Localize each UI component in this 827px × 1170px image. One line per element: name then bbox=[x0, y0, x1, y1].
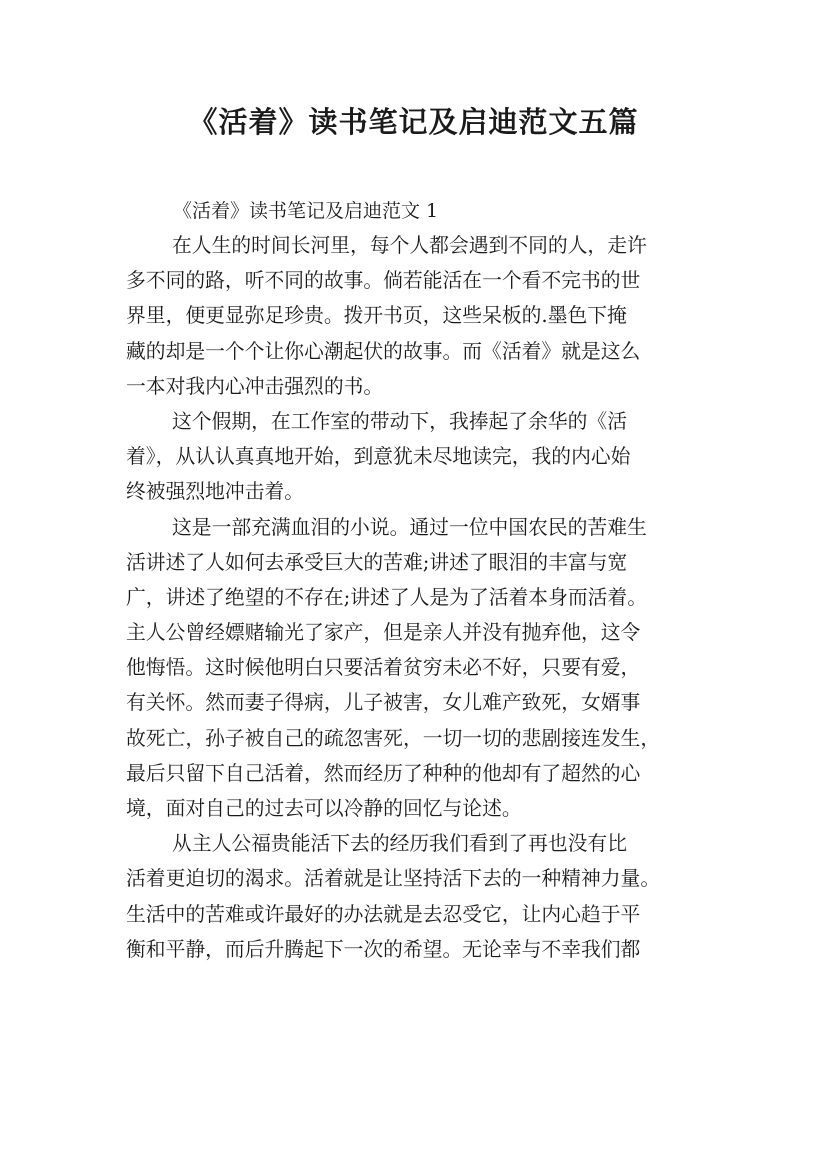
paragraph bbox=[126, 510, 710, 827]
text-line: 终被强烈地冲击着。 bbox=[126, 480, 305, 504]
document-title: 《活着》读书笔记及启迪范文五篇 bbox=[188, 105, 639, 139]
text-line: 生活中的苦难或许最好的办法就是去忍受它，让内心趋于平 bbox=[126, 902, 641, 926]
text-line: 境，面对自己的过去可以冷静的回忆与论述。 bbox=[126, 797, 522, 820]
paragraph bbox=[126, 404, 710, 510]
text-line: 界里，便更显弥足珍贵。拨开书页，这些呆板的.墨色下掩 bbox=[126, 304, 627, 328]
text-line: 藏的却是一个个让你心潮起伏的故事。而《活着》就是这么 bbox=[126, 339, 641, 363]
section-heading: 《活着》读书笔记及启迪范文 1 bbox=[173, 200, 439, 222]
text-line: 有关怀。然而妻子得病，儿子被害，女儿难产致死，女婿事 bbox=[126, 691, 641, 715]
text-line: 多不同的路，听不同的故事。倘若能活在一个看不完书的世 bbox=[126, 269, 641, 293]
text-line: 主人公曾经嫖赌输光了家产，但是亲人并没有抛弃他，这令 bbox=[126, 621, 641, 645]
text-line: 故死亡，孙子被自己的疏忽害死，一切一切的悲剧接连发生， bbox=[126, 726, 661, 750]
text-line: 着》，从认认真真地开始，到意犹未尽地读完，我的内心始 bbox=[126, 445, 631, 469]
paragraph bbox=[126, 826, 710, 967]
document-body bbox=[126, 228, 710, 967]
text-line: 在人生的时间长河里，每个人都会遇到不同的人，走许 bbox=[172, 234, 647, 257]
text-line: 这是一部充满血泪的小说。通过一位中国农民的苦难生 bbox=[172, 515, 647, 539]
text-line: 广，讲述了绝望的不存在;讲述了人是为了活着本身而活着。 bbox=[126, 585, 647, 609]
text-line: 他悔悟。这时候他明白只要活着贫穷未必不好，只要有爱， bbox=[126, 656, 641, 680]
text-line: 一本对我内心冲击强烈的书。 bbox=[126, 374, 384, 398]
text-line: 这个假期，在工作室的带动下，我捧起了余华的《活 bbox=[172, 409, 627, 433]
text-line: 最后只留下自己活着，然而经历了种种的他却有了超然的心 bbox=[126, 761, 641, 785]
text-line: 活讲述了人如何去承受巨大的苦难;讲述了眼泪的丰富与宽 bbox=[126, 550, 628, 574]
text-line: 衡和平静，而后升腾起下一次的希望。无论幸与不幸我们都 bbox=[126, 937, 641, 961]
paragraph bbox=[126, 228, 710, 404]
text-line: 从主人公福贵能活下去的经历我们看到了再也没有比 bbox=[172, 832, 627, 856]
text-line: 活着更迫切的渴求。活着就是让坚持活下去的一种精神力量。 bbox=[126, 867, 661, 891]
